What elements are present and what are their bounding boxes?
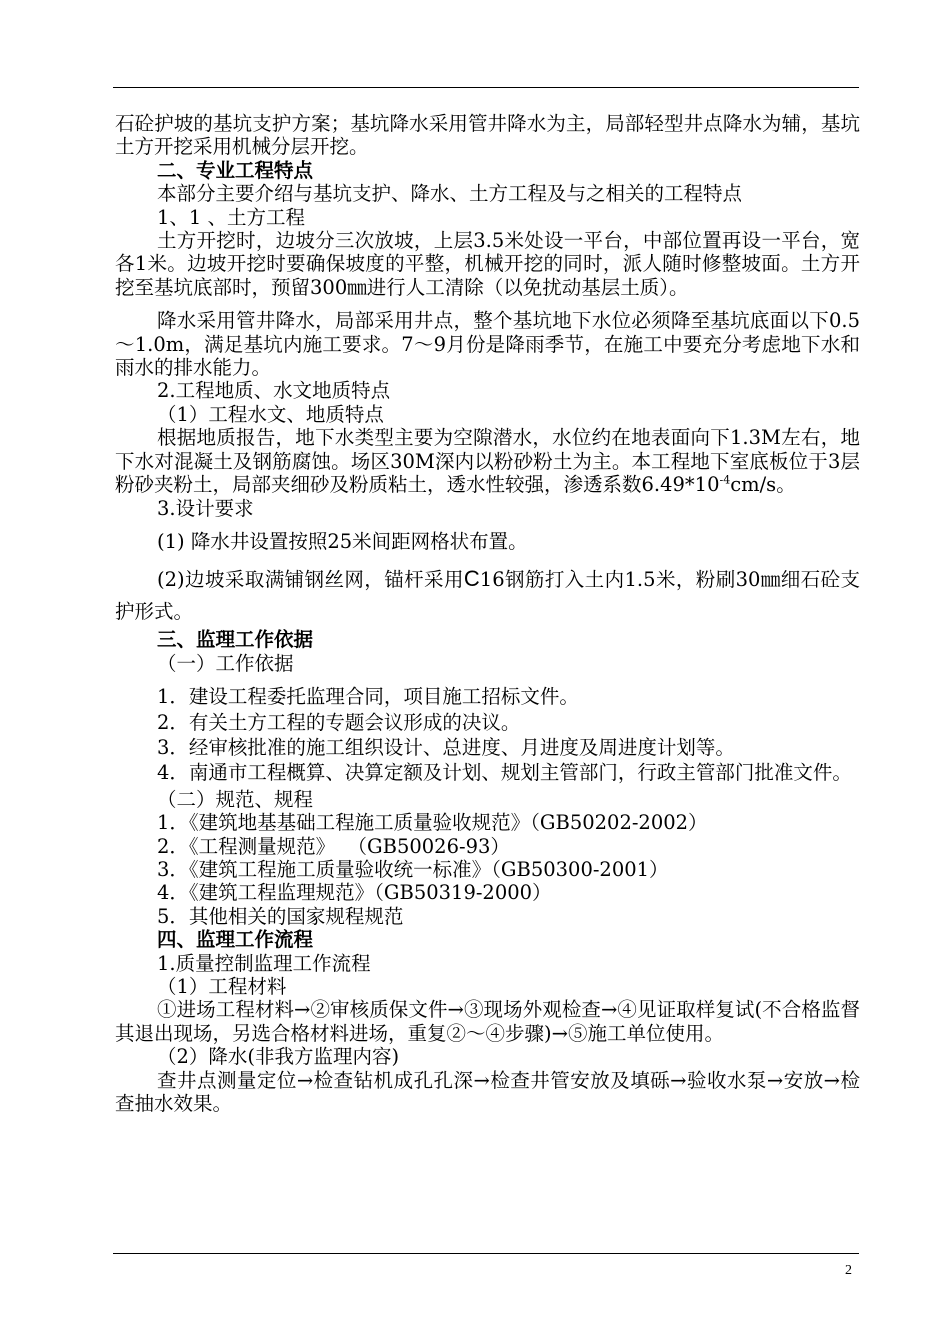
paragraph: 土方开挖时，边坡分三次放坡，上层3.5米处设一平台，中部位置再设一平台，宽各1米。边坡开挖时要确保坡度的平整，机械开挖的同时，派人随时修整坡面。土方开挖至基坑底部时，预留300㎜进行人工清除（以免扰动基层土质）。 [115,229,860,299]
paragraph-text: cm/s。 [730,473,796,497]
list-item: 1．《建筑地基基础工程施工质量验收规范》（GB50202-2002） [157,811,708,835]
list-item: 4．《建筑工程监理规范》（GB50319-2000） [157,881,552,905]
page-number: 2 [845,1263,852,1278]
subheading: 3.设计要求 [157,496,254,520]
footer-rule [113,1253,859,1254]
subheading: （一）工作依据 [157,651,294,675]
section-heading: 四、监理工作流程 [157,928,314,952]
subheading: （2）降水(非我方监理内容) [157,1045,400,1069]
list-item: 3．《建筑工程施工质量验收统一标准》（GB50300-2001） [157,857,669,881]
section-heading: 三、监理工作依据 [157,628,314,652]
paragraph: 石砼护坡的基坑支护方案；基坑降水采用管井降水为主，局部轻型井点降水为辅，基坑土方开挖采用机械分层开挖。 [115,112,860,159]
subheading: （二）规范、规程 [157,787,314,811]
paragraph-text: 根据地质报告，地下水类型主要为空隙潜水，水位约在地表面向下1.3M左右，地下水对混凝土及钢筋腐蚀。场区30M深内以粉砂粉土为主。本工程地下室底板位于3层粉砂夹粉土，局部夹细砂及粉质粘土，透水性较强，渗透系数6.49*10 [115,426,860,497]
paragraph: ①进场工程材料→②审核质保文件→③现场外观检查→④见证取样复试(不合格监督其退出现场，另选合格材料进场，重复②～④步骤)→⑤施工单位使用。 [115,998,860,1045]
superscript: -4 [719,473,731,487]
paragraph-text: 16钢筋打入土内1.5米，粉刷30㎜细石砼支护形式。 [115,568,861,624]
header-rule [113,87,859,88]
list-item: 4．南通市工程概算、决算定额及计划、规划主管部门，行政主管部门批准文件。 [157,761,852,785]
list-item: 2．有关土方工程的专题会议形成的决议。 [157,710,521,734]
paragraph [115,426,860,496]
subheading: 2.工程地质、水文地质特点 [157,379,391,403]
subheading: （1）工程材料 [157,975,287,998]
list-item: 3．经审核批准的施工组织设计、总进度、月进度及周进度计划等。 [157,735,735,759]
section-heading: 二、专业工程特点 [157,158,314,182]
subheading: （1）工程水文、地质特点 [157,402,384,426]
list-item: 1．建设工程委托监理合同，项目施工招标文件。 [157,685,579,709]
subheading: 1.质量控制监理工作流程 [157,951,371,975]
list-item [115,563,860,628]
paragraph: 本部分主要介绍与基坑支护、降水、土方工程及与之相关的工程特点 [157,182,743,206]
paragraph: 降水采用管井降水，局部采用井点，整个基坑地下水位必须降至基坑底面以下0.5～1.0m，满足基坑内施工要求。7～9月份是降雨季节，在施工中要充分考虑地下水和雨水的排水能力。 [115,309,860,380]
list-item: 2．《工程测量规范》 （GB50026-93） [157,834,510,858]
paragraph: 查井点测量定位→检查钻机成孔孔深→检查井管安放及填砾→验收水泵→安放→检查抽水效果。 [115,1068,860,1116]
subheading: 1、1 、土方工程 [157,205,306,229]
list-item: (1) 降水井设置按照25米间距网格状布置。 [157,529,528,553]
list-item: 5．其他相关的国家规程规范 [157,904,404,928]
paragraph-text: (2)边坡采取满铺钢丝网，锚杆采用 [157,568,464,592]
rebar-grade-symbol: C [463,566,480,592]
document-body [115,112,860,1115]
